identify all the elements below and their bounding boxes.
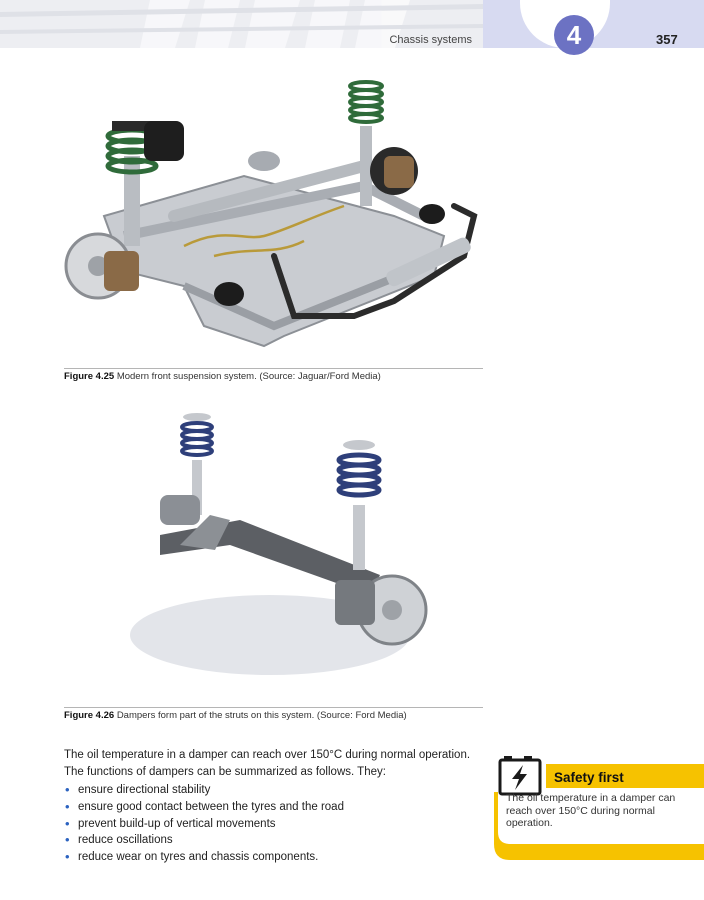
figure-front-suspension-image <box>64 66 484 362</box>
intro-line-1: The oil temperature in a damper can reach over 150°C during normal operation. <box>64 749 471 761</box>
intro-line-2: The functions of dampers can be summarized as follows. They: <box>64 765 386 778</box>
list-item-text: reduce wear on tyres and chassis components. <box>78 851 319 864</box>
figure-caption-text: Dampers form part of the struts on this system. (Source: Ford Media) <box>116 710 407 721</box>
safety-first-text: The oil temperature in a damper can reach over 150°C during normal operation. <box>506 792 676 830</box>
figure-caption-text: Modern front suspension system. (Source: Jaguar/Ford Media) <box>116 371 381 382</box>
list-item <box>64 816 484 833</box>
list-item-text: ensure directional stability <box>78 784 211 796</box>
chapter-number: 4 <box>554 15 594 55</box>
bullet-icon: • <box>65 815 70 831</box>
damper-functions-list <box>64 782 484 866</box>
figure-4-25-rule <box>64 368 483 369</box>
body-text <box>64 747 484 866</box>
battery-lightning-icon <box>500 756 540 794</box>
bullet-icon: • <box>65 849 70 865</box>
figure-4-26-rule <box>64 707 483 708</box>
list-item-text: ensure good contact between the tyres and the road <box>78 800 344 813</box>
list-item <box>64 849 484 866</box>
page-number: 357 <box>656 32 678 47</box>
list-item-text: reduce oscillations <box>78 834 173 847</box>
safety-first-title: Safety first <box>554 770 624 785</box>
bullet-icon: • <box>65 798 70 814</box>
list-item-text: prevent build-up of vertical movements <box>78 817 276 830</box>
figure-4-26-caption <box>64 710 407 721</box>
figure-label: Figure 4.25 <box>64 371 115 382</box>
bullet-icon: • <box>65 832 70 848</box>
figure-4-25-caption <box>64 371 381 382</box>
running-header: Chassis systems <box>389 34 472 46</box>
list-item <box>64 799 484 816</box>
list-item <box>64 782 484 799</box>
figure-damper-struts-image <box>120 405 430 695</box>
figure-label: Figure 4.26 <box>64 710 115 721</box>
bullet-icon: • <box>65 782 70 797</box>
list-item <box>64 832 484 849</box>
